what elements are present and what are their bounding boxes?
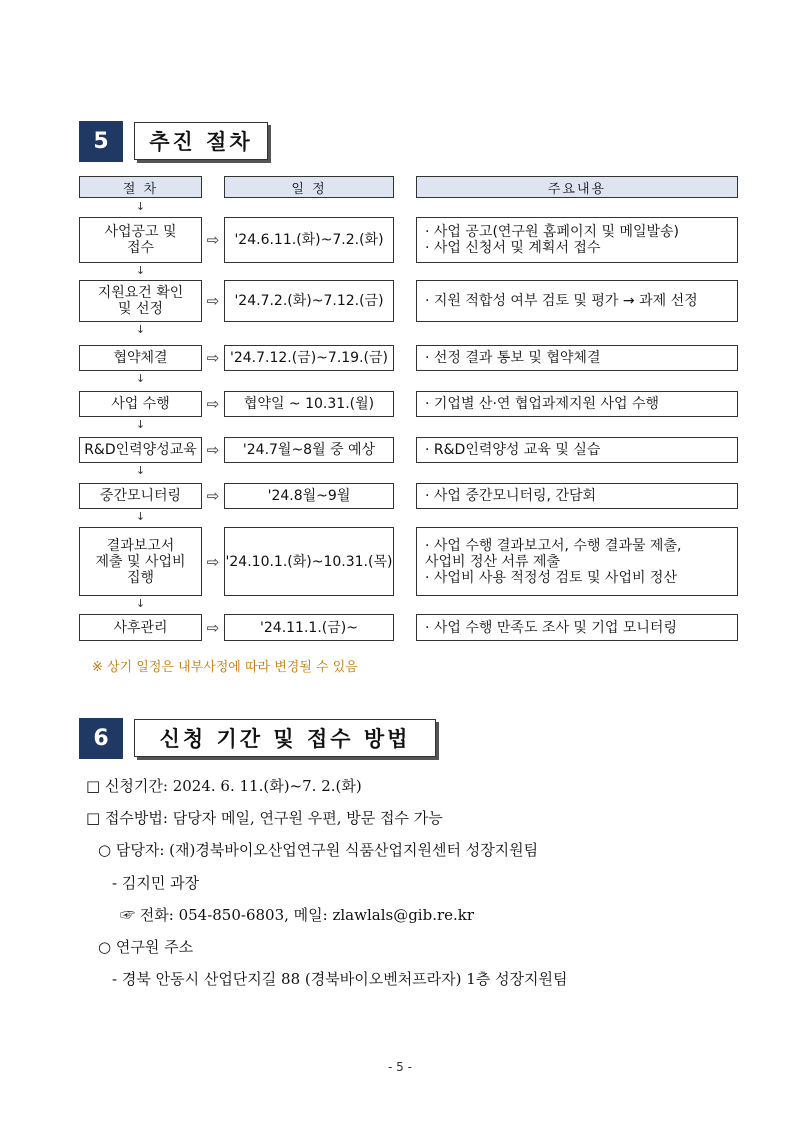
schedule-note: ※ 상기 일정은 내부사정에 따라 변경될 수 있음 bbox=[92, 660, 358, 675]
contact-info: ☞ 전화: 054-850-6803, 메일: zlawlals@gib.re.kr bbox=[120, 906, 475, 924]
step-box: 결과보고서 제출 및 사업비 집행 bbox=[79, 527, 202, 596]
right-arrow-icon: ⇨ bbox=[206, 349, 220, 367]
down-arrow: ↓ bbox=[135, 323, 146, 336]
section-title: 추진 절차 bbox=[134, 122, 268, 160]
step-box: 사후관리 bbox=[79, 614, 202, 641]
schedule-box: 협약일 ~ 10.31.(월) bbox=[224, 391, 394, 417]
contact-department: ○ 담당자: (재)경북바이오산업연구원 식품산업지원센터 성장지원팀 bbox=[98, 841, 539, 859]
contact-person: - 김지민 과장 bbox=[112, 874, 200, 892]
down-arrow: ↓ bbox=[135, 510, 146, 523]
right-arrow-icon: ⇨ bbox=[206, 231, 220, 249]
submission-method: □ 접수방법: 담당자 메일, 연구원 우편, 방문 접수 가능 bbox=[86, 809, 443, 827]
step-box: 사업 수행 bbox=[79, 391, 202, 417]
down-arrow: ↓ bbox=[135, 418, 146, 431]
step-box: 중간모니터링 bbox=[79, 483, 202, 509]
step-box: 지원요건 확인 및 선정 bbox=[79, 280, 202, 322]
down-arrow: ↓ bbox=[135, 200, 146, 213]
content-box: · 사업 수행 만족도 조사 및 기업 모니터링 bbox=[416, 614, 738, 641]
schedule-box: '24.8월~9월 bbox=[224, 483, 394, 509]
header-content: 주요내용 bbox=[416, 176, 738, 198]
right-arrow-icon: ⇨ bbox=[206, 552, 220, 571]
content-box: · 선정 결과 통보 및 협약체결 bbox=[416, 345, 738, 371]
schedule-box: '24.11.1.(금)~ bbox=[224, 614, 394, 641]
step-box: 협약체결 bbox=[79, 345, 202, 371]
right-arrow-icon: ⇨ bbox=[206, 395, 220, 413]
down-arrow: ↓ bbox=[135, 264, 146, 277]
section-number-badge-6: 6 bbox=[79, 718, 123, 759]
header-step: 절 차 bbox=[79, 176, 202, 198]
schedule-box: '24.7월~8월 중 예상 bbox=[224, 437, 394, 463]
content-box: · R&D인력양성 교육 및 실습 bbox=[416, 437, 738, 463]
down-arrow: ↓ bbox=[135, 597, 146, 610]
down-arrow: ↓ bbox=[135, 464, 146, 477]
schedule-box: '24.7.12.(금)~7.19.(금) bbox=[224, 345, 394, 371]
right-arrow-icon: ⇨ bbox=[206, 441, 220, 459]
content-box: · 사업 공고(연구원 홈페이지 및 메일발송) · 사업 신청서 및 계획서 접수 bbox=[416, 217, 738, 263]
page-number: - 5 - bbox=[388, 1060, 412, 1074]
right-arrow-icon: ⇨ bbox=[206, 292, 220, 310]
content-box: · 기업별 산·연 협업과제지원 사업 수행 bbox=[416, 391, 738, 417]
section-title-6: 신청 기간 및 접수 방법 bbox=[134, 719, 436, 757]
application-period: □ 신청기간: 2024. 6. 11.(화)~7. 2.(화) bbox=[86, 777, 362, 795]
section-number-badge: 5 bbox=[79, 121, 123, 162]
address: - 경북 안동시 산업단지길 88 (경북바이오벤처프라자) 1층 성장지원팀 bbox=[112, 970, 568, 988]
content-box: · 사업 수행 결과보고서, 수행 결과물 제출, 사업비 정산 서류 제출 · 사업비 사용 적정성 검토 및 사업비 정산 bbox=[416, 527, 738, 596]
schedule-box: '24.10.1.(화)~10.31.(목) bbox=[224, 527, 394, 596]
step-box: 사업공고 및 접수 bbox=[79, 217, 202, 263]
right-arrow-icon: ⇨ bbox=[206, 618, 220, 637]
schedule-box: '24.7.2.(화)~7.12.(금) bbox=[224, 280, 394, 322]
content-box: · 지원 적합성 여부 검토 및 평가 → 과제 선정 bbox=[416, 280, 738, 322]
down-arrow: ↓ bbox=[135, 372, 146, 385]
schedule-box: '24.6.11.(화)~7.2.(화) bbox=[224, 217, 394, 263]
address-heading: ○ 연구원 주소 bbox=[98, 938, 194, 956]
right-arrow-icon: ⇨ bbox=[206, 487, 220, 505]
header-schedule: 일 정 bbox=[224, 176, 394, 198]
content-box: · 사업 중간모니터링, 간담회 bbox=[416, 483, 738, 509]
step-box: R&D인력양성교육 bbox=[79, 437, 202, 463]
